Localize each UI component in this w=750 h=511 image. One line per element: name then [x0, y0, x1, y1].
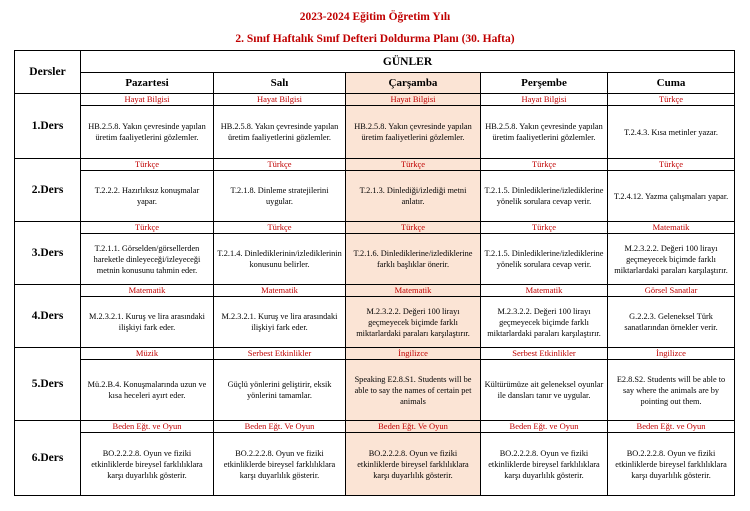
subject-label: Türkçe: [481, 159, 607, 171]
subject-label: Türkçe: [81, 159, 213, 171]
lesson-cell: [481, 421, 608, 496]
lesson-row-4: [15, 285, 735, 348]
document-subtitle: 2. Sınıf Haftalık Sınıf Defteri Doldurma Planı (30. Hafta): [235, 33, 515, 45]
objective-text: HB.2.5.8. Yakın çevresinde yapılan üretim faaliyetlerini gözlemler.: [88, 122, 206, 142]
lesson-cell: [214, 159, 346, 222]
day-header-pazartesi: Pazartesi: [81, 73, 214, 94]
lesson-cell: [608, 94, 735, 159]
subject-label: Türkçe: [346, 222, 480, 234]
day-header-carsamba: Çarşamba: [346, 73, 481, 94]
subject-label: Serbest Etkinlikler: [481, 348, 607, 360]
gunler-header: GÜNLER: [81, 51, 735, 73]
lesson-cell: [81, 421, 214, 496]
lesson-cell: [346, 348, 481, 421]
lesson-cell: [81, 159, 214, 222]
subject-label: Türkçe: [608, 94, 734, 106]
objective-text: Güçlü yönlerini geliştirir, eksik yönlerini tamamlar.: [227, 380, 332, 400]
lesson-cell: [214, 421, 346, 496]
lesson-cell: [608, 285, 735, 348]
objective-text: T.2.4.3. Kısa metinler yazar.: [624, 127, 718, 137]
lesson-cell: [608, 159, 735, 222]
objective-text: HB.2.5.8. Yakın çevresinde yapılan üretim faaliyetlerini gözlemler.: [354, 122, 472, 142]
objective-text: T.2.1.6. Dinlediklerine/izlediklerine farklı başlıklar önerir.: [353, 249, 473, 269]
subject-label: İngilizce: [608, 348, 734, 360]
subject-label: Matematik: [81, 285, 213, 297]
subject-label: İngilizce: [346, 348, 480, 360]
objective-text: T.2.2.2. Hazırlıksız konuşmalar yapar.: [94, 186, 200, 206]
objective-text: BO.2.2.2.8. Oyun ve fiziki etkinliklerde bireysel farklılıklara karşı duyarlılık gösterir.: [223, 448, 336, 480]
lesson-cell: [481, 348, 608, 421]
lesson-cell: [481, 94, 608, 159]
subject-label: Müzik: [81, 348, 213, 360]
lesson-row-5: [15, 348, 735, 421]
subject-label: Serbest Etkinlikler: [214, 348, 345, 360]
objective-text: BO.2.2.2.8. Oyun ve fiziki etkinliklerde bireysel farklılıklara karşı duyarlılık gösterir.: [357, 448, 469, 480]
subject-label: Matematik: [346, 285, 480, 297]
lesson-cell: [214, 285, 346, 348]
lesson-label: 2.Ders: [15, 159, 81, 222]
weekly-plan-table: [14, 50, 735, 496]
subject-label: Türkçe: [481, 222, 607, 234]
subject-label: Türkçe: [346, 159, 480, 171]
subject-label: Hayat Bilgisi: [214, 94, 345, 106]
day-header-sali: Salı: [214, 73, 346, 94]
objective-text: T.2.1.8. Dinleme stratejilerini uygular.: [230, 186, 329, 206]
objective-text: M.2.3.2.1. Kuruş ve lira arasındaki ilişkiyi fark eder.: [89, 312, 205, 332]
dersler-header: Dersler: [15, 51, 81, 94]
lesson-cell: [214, 94, 346, 159]
lesson-cell: [81, 348, 214, 421]
subject-label: Türkçe: [608, 159, 734, 171]
subject-label: Hayat Bilgisi: [346, 94, 480, 106]
subject-label: Görsel Sanatlar: [608, 285, 734, 297]
lesson-label: 4.Ders: [15, 285, 81, 348]
lesson-cell: [481, 285, 608, 348]
subject-label: Hayat Bilgisi: [81, 94, 213, 106]
objective-text: Mü.2.B.4. Konuşmalarında uzun ve kısa heceleri ayırt eder.: [87, 380, 207, 400]
day-header-cuma: Cuma: [608, 73, 735, 94]
lesson-cell: [608, 348, 735, 421]
lesson-cell: [346, 421, 481, 496]
lesson-cell: [81, 222, 214, 285]
day-header-persembe: Perşembe: [481, 73, 608, 94]
subject-label: Matematik: [608, 222, 734, 234]
lesson-cell: [81, 285, 214, 348]
subject-label: Beden Eğt. ve Oyun: [81, 421, 213, 433]
subject-label: Beden Eğt. Ve Oyun: [214, 421, 345, 433]
objective-text: T.2.4.12. Yazma çalışmaları yapar.: [613, 191, 729, 201]
objective-text: HB.2.5.8. Yakın çevresinde yapılan üretim faaliyetlerini gözlemler.: [485, 122, 603, 142]
objective-text: E2.8.S2. Students will be able to say where the animals are by pointing out them.: [616, 374, 726, 406]
lesson-cell: [346, 94, 481, 159]
subject-label: Matematik: [214, 285, 345, 297]
subject-label: Beden Eğt. ve Oyun: [481, 421, 607, 433]
objective-text: BO.2.2.2.8. Oyun ve fiziki etkinliklerde bireysel farklılıklara karşı duyarlılık gösterir.: [615, 448, 727, 480]
lesson-cell: [608, 421, 735, 496]
objective-text: BO.2.2.2.8. Oyun ve fiziki etkinliklerde bireysel farklılıklara karşı duyarlılık gösterir.: [488, 448, 600, 480]
objective-text: HB.2.5.8. Yakın çevresinde yapılan üretim faaliyetlerini gözlemler.: [220, 122, 339, 142]
lesson-cell: [608, 222, 735, 285]
objective-text: T.2.1.3. Dinlediği/izlediği metni anlatır.: [359, 186, 467, 206]
lesson-row-6: [15, 421, 735, 496]
lesson-row-2: [15, 159, 735, 222]
objective-text: M.2.3.2.2. Değeri 100 lirayı geçmeyecek biçimde farklı miktarlardaki paraları karşılaştırır.: [487, 306, 601, 338]
lesson-cell: [481, 159, 608, 222]
subject-label: Beden Eğt. Ve Oyun: [346, 421, 480, 433]
objective-text: M.2.3.2.2. Değeri 100 lirayı geçmeyecek biçimde farklı miktarlardaki paraları karşılaştırır.: [356, 306, 470, 338]
document-title: 2023-2024 Eğitim Öğretim Yılı: [299, 11, 451, 23]
lesson-label: 6.Ders: [15, 421, 81, 496]
subject-label: Matematik: [481, 285, 607, 297]
lesson-row-3: [15, 222, 735, 285]
lesson-row-1: [15, 94, 735, 159]
objective-text: Kültürümüze ait geleneksel oyunlar ile dansları tanır ve uygular.: [484, 380, 604, 400]
subject-label: Türkçe: [81, 222, 213, 234]
objective-text: T.2.1.4. Dinlediklerinin/izlediklerinin konusunu belirler.: [217, 249, 342, 269]
lesson-cell: [481, 222, 608, 285]
objective-text: Speaking E2.8.S1. Students will be able to say the names of certain pet animals: [354, 374, 472, 406]
objective-text: M.2.3.2.2. Değeri 100 lirayı geçmeyecek biçimde farklı miktarlardaki paraları karşılaştırır.: [614, 243, 728, 275]
objective-text: T.2.1.1. Görselden/görsellerden hareketle dinleyeceği/izleyeceği metnin konusunu tahmin eder.: [93, 243, 201, 275]
objective-text: T.2.1.5. Dinlediklerine/izlediklerine yönelik sorulara cevap verir.: [484, 249, 604, 269]
objective-text: G.2.2.3. Geleneksel Türk sanatlarından örnekler verir.: [624, 312, 718, 332]
subject-label: Türkçe: [214, 222, 345, 234]
lesson-cell: [81, 94, 214, 159]
objective-text: M.2.3.2.1. Kuruş ve lira arasındaki ilişkiyi fark eder.: [221, 312, 338, 332]
subject-label: Türkçe: [214, 159, 345, 171]
objective-text: BO.2.2.2.8. Oyun ve fiziki etkinliklerde bireysel farklılıklara karşı duyarlılık gösterir.: [91, 448, 203, 480]
lesson-cell: [346, 285, 481, 348]
lesson-cell: [346, 159, 481, 222]
lesson-cell: [346, 222, 481, 285]
objective-text: T.2.1.5. Dinlediklerine/izlediklerine yönelik sorulara cevap verir.: [484, 186, 604, 206]
lesson-label: 3.Ders: [15, 222, 81, 285]
subject-label: Hayat Bilgisi: [481, 94, 607, 106]
lesson-cell: [214, 348, 346, 421]
lesson-cell: [214, 222, 346, 285]
subject-label: Beden Eğt. ve Oyun: [608, 421, 734, 433]
lesson-label: 5.Ders: [15, 348, 81, 421]
lesson-label: 1.Ders: [15, 94, 81, 159]
